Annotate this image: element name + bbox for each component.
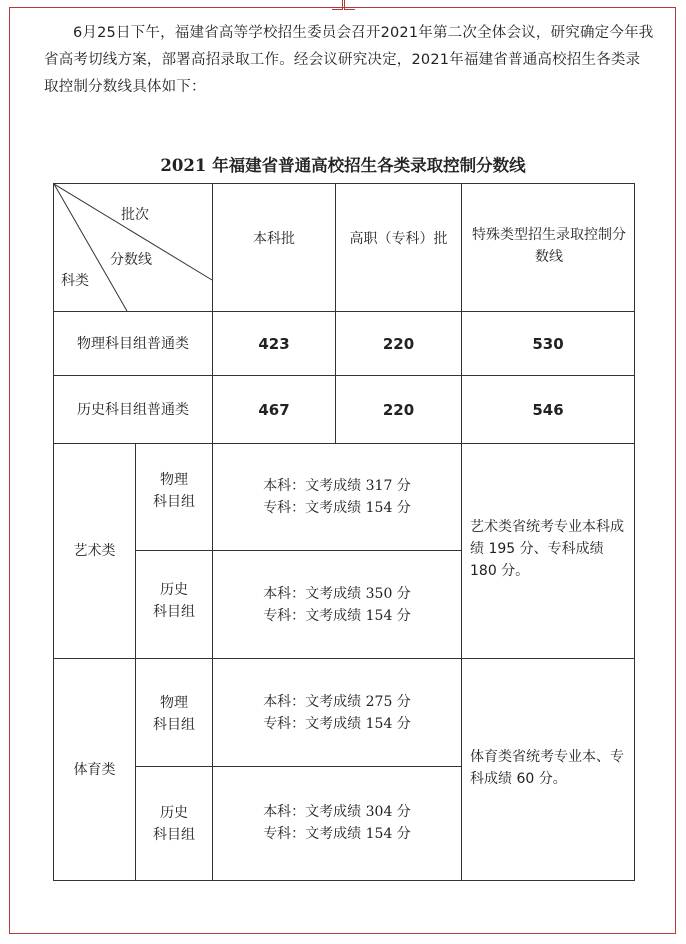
sports-physics-group [136,689,212,739]
row-divider [135,766,462,767]
row-divider [54,658,634,659]
art-note: 艺术类省统考专业本科成绩 195 分、专科成绩 180 分。 [470,519,624,579]
history-vocational-score: 220 [382,400,415,419]
group-name-line: 历史 [160,582,188,598]
table-title: 2021 年福建省普通高校招生各类录取控制分数线 [160,156,526,175]
history-undergraduate-score: 467 [258,400,290,419]
history-special-score: 546 [532,400,564,419]
physics-undergraduate-score: 423 [258,334,290,353]
vocational-line: 专科：文考成绩 154 分 [263,608,411,624]
undergraduate-line: 本科：文考成绩 317 分 [263,478,411,494]
header-vocational: 高职（专科）批 [349,231,448,247]
undergraduate-line: 本科：文考成绩 275 分 [263,694,411,710]
undergraduate-line: 本科：文考成绩 350 分 [263,586,411,602]
undergraduate-line: 本科：文考成绩 304 分 [263,804,411,820]
group-name-line: 物理 [160,472,188,488]
frame-corner-mark [332,0,343,10]
vocational-line: 专科：文考成绩 154 分 [263,716,411,732]
art-history-scores [213,582,461,628]
sports-history-scores [213,800,461,846]
header-undergraduate: 本科批 [253,231,295,247]
physics-vocational-score: 220 [382,334,415,353]
art-physics-group [136,466,212,516]
sports-note: 体育类省统考专业本、专科成绩 60 分。 [470,749,624,787]
group-name-line: 科目组 [153,494,195,510]
physics-special-score: 530 [532,334,564,353]
art-category-label: 艺术类 [73,543,116,559]
row-divider [135,550,462,551]
art-history-group [136,576,212,626]
row-label-physics: 物理科目组普通类 [77,335,189,352]
art-physics-scores [213,474,461,520]
corner-label-score: 分数线 [110,252,152,268]
score-table [53,183,635,881]
group-name-line: 物理 [160,695,188,711]
row-label-history: 历史科目组普通类 [77,401,189,418]
group-name-line: 科目组 [153,717,195,733]
header-special-type: 特殊类型招生录取控制分数线 [472,227,626,265]
corner-label-category: 科类 [61,273,89,289]
vocational-line: 专科：文考成绩 154 分 [263,500,411,516]
group-name-line: 历史 [160,805,188,821]
sports-history-group [136,799,212,849]
corner-label-batch: 批次 [121,207,149,223]
row-divider [54,443,634,444]
sports-category-label: 体育类 [73,761,116,778]
sports-physics-scores [213,690,461,736]
column-divider [461,184,462,880]
group-name-line: 科目组 [153,604,195,620]
frame-corner-mark [344,0,355,10]
intro-paragraph: 6月25日下午，福建省高等学校招生委员会召开2021年第二次全体会议，研究确定今年我省高考切线方案，部署高招录取工作。经会议研究决定，2021年福建省普通高校招生各类录取控制分数线具体如下： [44,25,654,95]
group-name-line: 科目组 [153,827,195,843]
vocational-line: 专科：文考成绩 154 分 [263,826,411,842]
